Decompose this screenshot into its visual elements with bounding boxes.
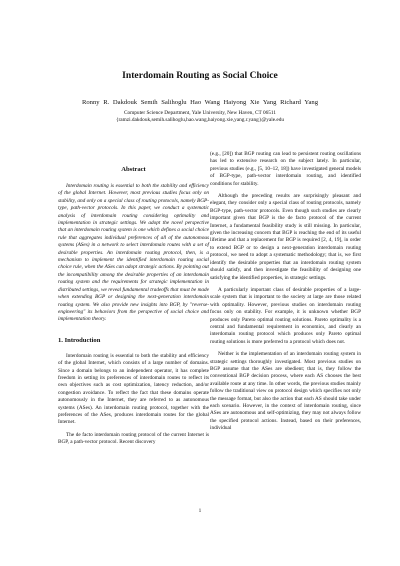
author-emails: {ramzi.dakdouk,semih.salihoglu,hao.wang,haiyong.xie,yang.r.yang}@yale.edu [115, 117, 285, 123]
section-heading-introduction: 1. Introduction [58, 336, 101, 344]
right-paragraph-3: A particularly important class of desirable properties of a large-scale system that is important to the society at large are those related with optimality. However, previous studies on interdomain routing focus only on stability. For example, it is unknown whether BGP produces only Pareto optimal routing solutions. Pareto optimality is a central and fundamental requirement in economics, and clearly an interdomain routing protocol which produces only Pareto optimal routing solutions is more preferred to a protocol which does not. [210, 286, 361, 345]
author-list: Ronny R. Dakdouk Semih Salihoglu Hao Wang Haiyong Xie Yang Richard Yang [81, 99, 318, 106]
right-paragraph-4: Neither is the implementation of an interdomain routing system in strategic settings thoroughly investigated. Most previous studies on BGP assume that the ASes are obedient; that is, they follow the conventional BGP decision process, where each AS chooses the best available route at any time. In other words, the previous studies mainly follow the traditional view on protocol design which specifies not only the message format, but also the action that each AS should take under each scenario. However, in the context of interdomain routing, since ASes are autonomous and self-optimizing, they may not always follow the specified protocol actions. Instead, based on their preferences, individual [210, 351, 361, 432]
affiliation: Computer Science Department, Yale University, New Haven, CT 06511 [123, 110, 277, 116]
abstract-heading: Abstract [121, 166, 146, 173]
intro-paragraph-1: Interdomain routing is essential to both the stability and efficiency of the global Internet, which consists of a large number of domains. Since a domain belongs to an independent operator, it has complete freedom in setting its preferences of interdomain routes to reflect its own objectives such as cost optimization, latency reduction, and/or congestion avoidance. To reflect the fact that these domains operate autonomously in the Internet, they are referred to as autonomous systems (ASes). An interdomain routing protocol, together with the preferences of the ASes, produces interdomain routes for the global Internet. [58, 352, 209, 426]
intro-paragraph-2: The de facto interdomain routing protocol of the current Internet is BGP, a path-vector protocol. Recent discovery [58, 431, 209, 446]
right-column [210, 151, 361, 433]
paper-title: Interdomain Routing as Social Choice [122, 70, 278, 81]
right-paragraph-2: Although the preceding results are surprisingly pleasant and elegant, they consider only a special class of routing protocols, namely BGP-type, path-vector protocols. Even though such studies are clearly important given that BGP is the de facto protocol of the current Internet, a fundamental feasibility study is still missing. In particular, given the increasing concern that BGP is reaching the end of its useful lifetime and that a replacement for BGP is required [2, 4, 19], in order to extend BGP or to design a next-generation interdomain routing protocol, we need to adopt a systematic methodology; that is, we first identify the desirable properties that an interdomain routing system should satisfy, and then investigate the feasibility of designing one satisfying the identified properties, in strategic settings. [210, 193, 361, 281]
affiliation-block [0, 110, 400, 124]
page-number: 1 [198, 508, 202, 514]
abstract-text: Interdomain routing is essential to both the stability and efficiency of the global Internet. However, most previous studies focus only on stability, and only on a special class of routing protocols, namely BGP-type, path-vector protocols. In this paper, we conduct a systematic analysis of interdomain routing considering optimality and implementation in strategic settings. We adopt the novel perspective that an interdomain routing system is one which defines a social choice rule that aggregates individual preferences of all of the autonomous systems (ASes) in a network to select interdomain routes with a set of desirable properties. An interdomain routing protocol, then, is a mechanism to implement the identified interdomain routing social choice rule, when the ASes can adopt strategic actions. By pointing out the incompatibility among the desirable properties of an interdomain routing system and the requirements for strategic implementation in distributed settings, we reveal fundamental tradeoffs that must be made when extending BGP or designing the next-generation interdomain routing system. We also provide new insights into BGP, by "reverse-engineering" its behaviors from the perspective of social choice and implementation theory. [58, 183, 209, 323]
left-column [58, 151, 209, 447]
right-paragraph-1: (e.g., [20]) that BGP routing can lead to persistent routing oscillations has led to extensive research on the subject lately. In particular, previous studies (e.g., [5, 10–12, 18]) have investigated general models of BGP-type, path-vector interdomain routing, and identified conditions for stability. [210, 151, 361, 187]
